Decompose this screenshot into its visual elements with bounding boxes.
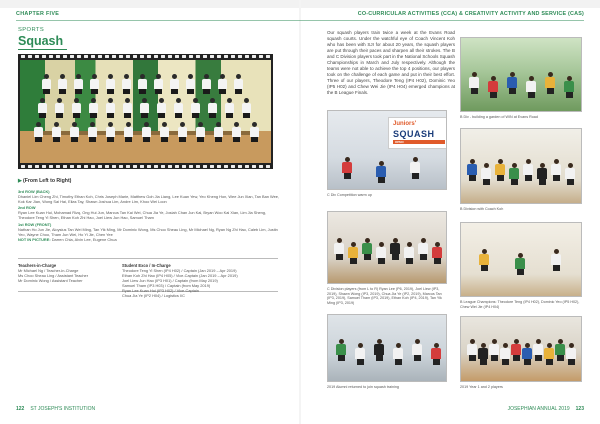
person-figure [410, 157, 420, 181]
photo-c-div-players [327, 211, 447, 284]
banner-open: OPEN [393, 140, 445, 144]
exco-item: Ryan Lee Kuan Hui (IP3 H02) / Vice-Captain [122, 288, 199, 293]
section-label: SPORTS [18, 27, 45, 33]
teacher-item: Ms Choo Sheau Ling / Assistant Teacher [18, 273, 88, 278]
person-figure [376, 242, 386, 266]
team-photo-filmstrip [18, 54, 273, 169]
banner-squash: SQUASH [393, 129, 435, 139]
person-figure [355, 343, 365, 367]
team-member-figure [89, 98, 98, 120]
row-names: Ryan Lee Kuan Hui, Mohamad Rizq, Ong Hui Jun, Marcus Tan Kai Wei, Chua Jia Ye, Josiah Chan Jun Kai, Bryan Woo Kai Xian, Lim Jia Sheng, Theodore Teng Yi Shen, Ethan Koh Zhi Hao, Joel Liew Jun Hao, Samuel Tham [18, 210, 267, 220]
book-gutter [299, 0, 301, 424]
caption-arrow-icon: ▶ [18, 178, 22, 184]
footer-publication-right: JOSEPHIAN ANNUAL 2019 [507, 406, 570, 412]
film-perforations-top [18, 54, 273, 59]
person-figure [511, 339, 521, 363]
person-figure [479, 249, 489, 273]
person-figure [374, 339, 384, 363]
person-figure [488, 76, 498, 100]
person-figure [551, 249, 561, 273]
caption-b-div-coach: B Division with Coach Koh [460, 207, 504, 211]
team-member-figure [106, 122, 115, 144]
team-member-figure [106, 98, 115, 120]
person-figure [376, 161, 386, 185]
photo-b-div-coach [460, 128, 582, 204]
person-figure [566, 343, 576, 367]
photo-b-div-garden [460, 37, 582, 112]
team-member-figure [191, 98, 200, 120]
caption-c-div-players: C Division players (from L to R) Ryan Lee (P6, 2019), Joel Liew (IP3, 2019), Shawn Wong (IP3, 2019), Chua Jia Ye (IP2, 2019), Marcus Tan (IP3, 2019), Samuel Tham (IP3, 2019), Ethan Koh (IP4, 2019), Tan Yik Ming (IP3, 2019) [327, 287, 442, 305]
team-member-figure [70, 122, 79, 144]
team-member-figure [232, 122, 241, 144]
exco-item: Theodore Teng Yi Shen (IP4 H02) / Captain (Jan 2019 – Apr 2019) [122, 268, 237, 273]
film-perforations-bottom [18, 164, 273, 169]
teachers-column [18, 263, 122, 291]
person-figure [404, 242, 414, 266]
person-figure [507, 72, 517, 96]
page-title: Squash [18, 34, 64, 48]
person-figure [362, 238, 372, 262]
page-number-right: 123 [575, 406, 584, 412]
person-figure [393, 343, 403, 367]
person-figure [336, 339, 346, 363]
person-figure [522, 343, 532, 367]
team-member-figure [90, 74, 99, 96]
row-label: 1st ROW (FRONT) [18, 221, 52, 227]
teacher-item: Mr Dominic Wong / Assistant Teacher [18, 278, 83, 283]
exco-item: Joel Liew Jun Hao (IP3 H01) / Captain (from May 2019) [122, 278, 218, 283]
person-figure [348, 242, 358, 266]
footer-left [16, 406, 95, 412]
exco-item: Ethan Koh Zhi Hao (IP4 H05) / Vice-Captain (Jan 2019 – Apr 2019) [122, 273, 238, 278]
person-figure [537, 163, 547, 187]
team-member-figure [225, 98, 234, 120]
team-photo [20, 60, 271, 163]
exco-column [122, 263, 278, 298]
team-member-figure [88, 122, 97, 144]
squash-open-banner [388, 117, 447, 149]
row-names: Dhaniel Lim Cheng Zhi, Timothy Ethan Koh, Chris Joseph Marie, Matthew Goh Jia Liang, Lee Kuan Yew, Yeo Kheng Hon, Wee Jun Xian, Tan Ban Wee, Kok Kar Jian, Wong Sai Hai, Elias Tay, Shawn Joshua Lim, Andre Lim, Khoo Wei Loon [18, 193, 280, 204]
exco-item: Chua Jia Ye (IP2 H04) / Logistics I/C [122, 293, 185, 298]
teacher-item: Mr Michael Ng / Teacher-in-Charge [18, 268, 79, 273]
team-member-figure [234, 74, 243, 96]
page-number-left: 122 [16, 406, 25, 412]
team-member-figure [242, 98, 251, 120]
title-underline [18, 49, 67, 50]
person-figure [432, 242, 442, 266]
photo-alumni-training [327, 314, 447, 382]
teachers-heading: Teachers-in-Charge [18, 263, 57, 268]
team-member-figure [202, 74, 211, 96]
header-rule [16, 20, 584, 21]
photo-c-div-warmup [327, 110, 447, 190]
caption-b-div-garden: B Div - building a garden of WIN at Evans Road [460, 115, 538, 119]
section-header: CO-CURRICULAR ACTIVITIES (CCA) & CREATIVITY ACTIVITY AND SERVICE (CAS) [357, 11, 584, 17]
person-figure [467, 339, 477, 363]
person-figure [500, 343, 510, 367]
exco-item: Samuel Tham (IP3 H03) / Captain (from May 2019) [122, 283, 211, 288]
team-member-figure [170, 74, 179, 96]
caption-c-div-warmup: C Div Competition warm up [327, 193, 372, 197]
team-member-figure [208, 98, 217, 120]
team-member-figure [214, 122, 223, 144]
team-member-figure [122, 74, 131, 96]
team-member-figure [106, 74, 115, 96]
footer-right [508, 406, 584, 412]
person-figure [565, 163, 575, 187]
team-member-figure [124, 122, 133, 144]
person-figure [342, 157, 352, 181]
person-figure [526, 76, 536, 100]
team-member-figure [160, 122, 169, 144]
person-figure [495, 159, 505, 183]
person-figure [418, 238, 428, 262]
person-figure [489, 339, 499, 363]
not-in-picture-label: NOT IN PICTURE: [18, 236, 51, 242]
photo-b-league-champions [460, 222, 582, 297]
caption-heading [18, 178, 71, 184]
person-figure [523, 159, 533, 183]
team-member-figure [154, 74, 163, 96]
team-member-figure [196, 122, 205, 144]
person-figure [509, 163, 519, 187]
team-member-figure [178, 122, 187, 144]
person-figure [390, 238, 400, 262]
team-member-figure [34, 122, 43, 144]
person-figure [545, 72, 555, 96]
team-member-figure [218, 74, 227, 96]
photo-year-1-2-players [460, 316, 582, 382]
caption-year-1-2-players: 2019 Year 1 and 2 players [460, 385, 503, 389]
staff-box [18, 258, 278, 298]
row-label: 3rd ROW (BACK) [18, 188, 50, 194]
caption-alumni-training: 2019 Alumni returned to join squash training [327, 385, 399, 389]
banner-juniors: Juniors' [393, 121, 417, 127]
team-member-figure [142, 122, 151, 144]
chapter-label: CHAPTER FIVE [16, 11, 60, 17]
team-member-figure [74, 74, 83, 96]
person-figure [469, 72, 479, 96]
caption-heading-text: (From Left to Right) [23, 178, 72, 184]
person-figure [551, 159, 561, 183]
team-member-figure [140, 98, 149, 120]
team-member-figure [52, 122, 61, 144]
caption-b-league-champions: B League Champions: Theodore Teng (IP4 H02), Dominic Yeo (IP5 H02), Chew Wei Jie (IP4 H04) [460, 300, 580, 309]
team-member-figure [186, 74, 195, 96]
person-figure [515, 253, 525, 277]
person-figure [334, 238, 344, 262]
person-figure [564, 76, 574, 100]
exco-heading: Student Exco / In-Charge [122, 263, 171, 268]
team-member-figure [174, 98, 183, 120]
team-member-figure [38, 98, 47, 120]
row-label: 2nd ROW [18, 205, 36, 210]
person-figure [481, 163, 491, 187]
body-text: Our squash players train twice a week at the Evans Road squash courts. Under the watchful eye of Coach Vincent Koh who has been with SJI for about 20 years, the squash players are put through their paces and sharpen all their strokes. The B and C Division players took part in the National Schools Squash Championships in March and July respectively. Although the teams were not able to achieve the top 4 positions, our players took on the challenge of each game and put in their best effort. Three of our players, Theodore Teng (IP4 H02), Dominic Yeo (IP5 H02) and Chew Wei Jie (IP4 H04) emerged champions at the B League Finals. [327, 30, 455, 95]
person-figure [544, 343, 554, 367]
row-names: Nathan Ho Jun Jie, Aloysius Tan Wei Ming, Tan Yik Ming, Mr Dominic Wong, Ms Choo Sheau Ling, Mr Michael Ng, Ryan Ng Zhi Hao, Caleb Lim, Justin Yeo, Wayne Choo, Tham Jun Wei, Ho Yi Jie, Chen Yee [18, 226, 278, 237]
team-member-figure [58, 74, 67, 96]
team-member-figure [123, 98, 132, 120]
person-figure [467, 159, 477, 183]
not-in-picture [18, 237, 282, 242]
team-member-figure [138, 74, 147, 96]
team-member-figure [72, 98, 81, 120]
person-figure [533, 339, 543, 363]
name-rows [18, 187, 282, 242]
person-figure [412, 339, 422, 363]
person-figure [555, 339, 565, 363]
footer-publication-left: ST JOSEPH'S INSTITUTION [30, 406, 96, 412]
team-member-figure [157, 98, 166, 120]
not-in-picture-names: Darren Chia, Alvin Lee, Eugene Chua [51, 236, 117, 242]
team-member-figure [55, 98, 64, 120]
person-figure [478, 343, 488, 367]
team-member-figure [250, 122, 259, 144]
person-figure [431, 343, 441, 367]
team-member-figure [42, 74, 51, 96]
